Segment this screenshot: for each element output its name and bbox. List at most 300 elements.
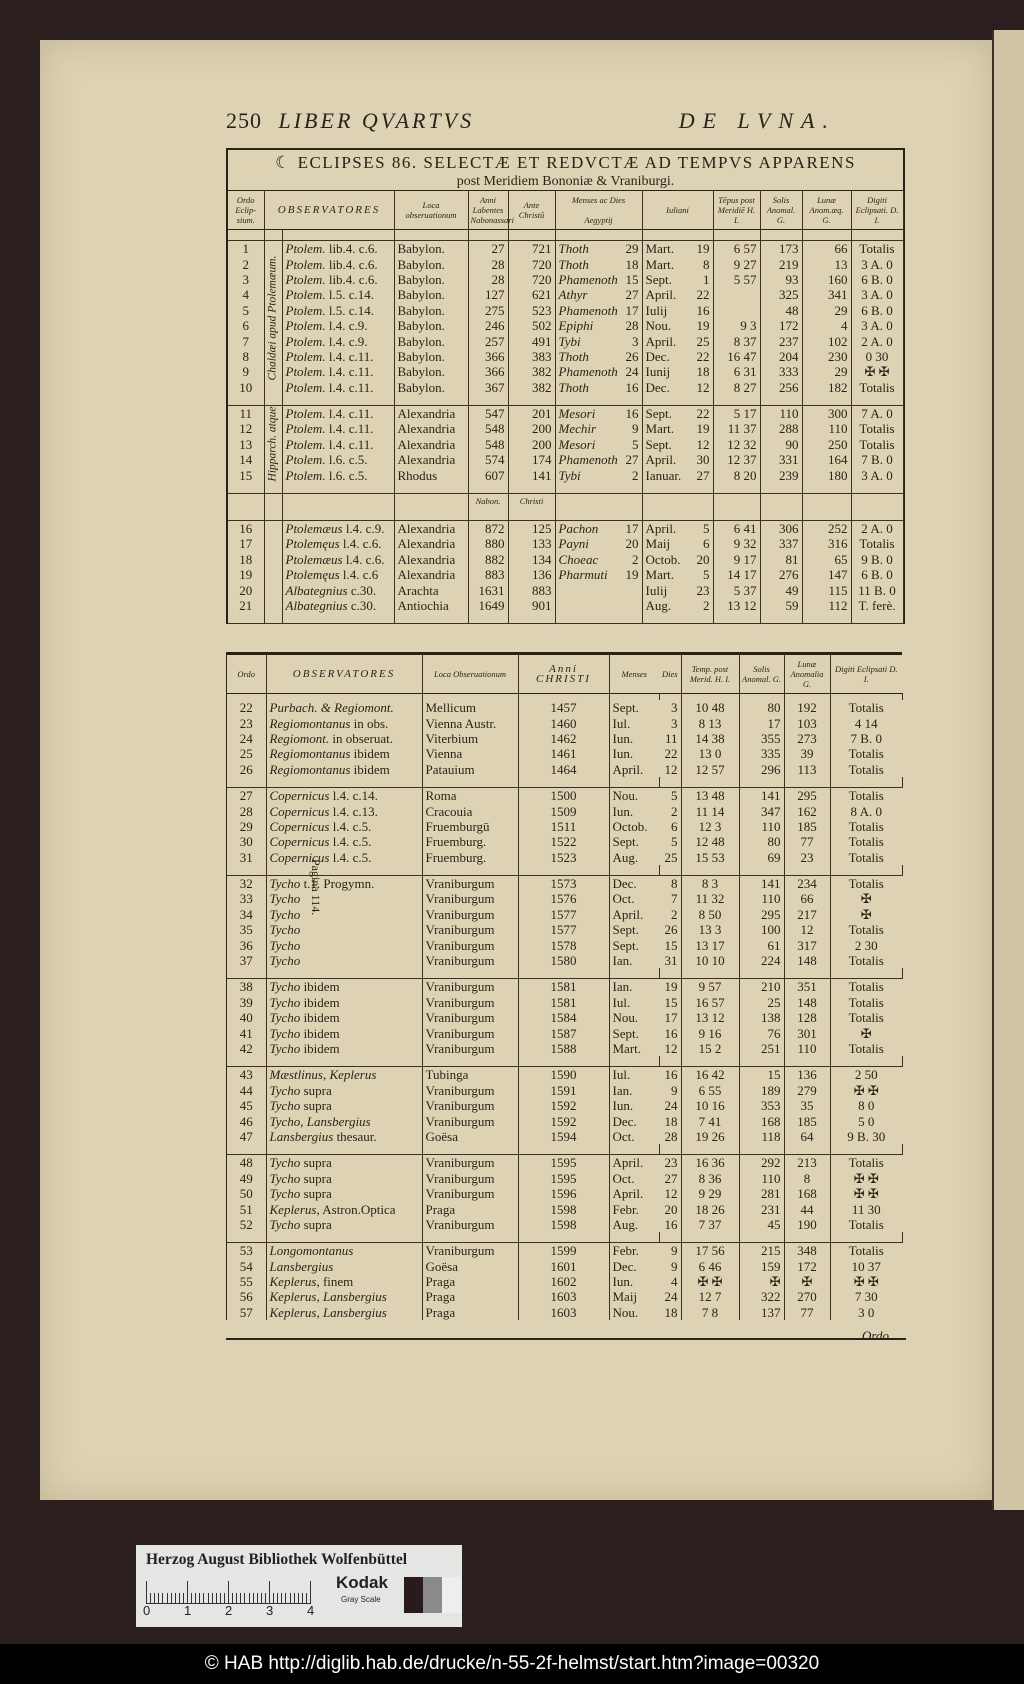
observer-reference: l.4. c.9. — [345, 521, 385, 537]
julian-date-cell — [642, 405, 713, 421]
time-cell: 6 57 — [713, 241, 760, 257]
day-cell: 15 — [659, 995, 681, 1010]
observer-cell — [266, 1186, 422, 1201]
separator-cell — [802, 395, 851, 406]
loca-cell: Babylon. — [394, 318, 468, 333]
observer-name: Tycho — [269, 1155, 301, 1171]
egyptian-date-cell — [555, 318, 642, 333]
observer-reference: supra — [303, 1216, 332, 1232]
egyptian-month: Pachon — [558, 521, 599, 537]
julian-day: 23 — [696, 582, 710, 598]
day-cell: 18 — [659, 1113, 681, 1128]
running-head-left: LIBER QVARTVS — [278, 108, 475, 133]
month-cell: Iul. — [612, 994, 631, 1010]
sun-anomaly-cell: 295 — [739, 907, 784, 922]
day-cell: 3 — [659, 715, 681, 730]
digits-cell: ✠ ✠ — [853, 1082, 879, 1098]
month-cell: Octob. — [612, 818, 648, 834]
moon-anomaly-cell: 13 — [802, 256, 851, 271]
observer-name: Ptolem. — [285, 318, 326, 334]
group-separator — [227, 1056, 902, 1067]
ordo-cell: 19 — [228, 567, 264, 582]
col-menses-label: Menses ac Dies — [571, 195, 626, 205]
moon-anomaly-cell: 66 — [784, 891, 830, 906]
egyptian-date-cell — [555, 405, 642, 421]
julian-day: 16 — [696, 302, 710, 318]
month-cell: Sept. — [612, 1025, 639, 1041]
ruler-tick — [154, 1593, 155, 1603]
ordo-cell: 18 — [228, 552, 264, 567]
egyptian-day: 27 — [625, 287, 639, 303]
julian-month: Octob. — [645, 551, 681, 567]
separator-cell — [713, 613, 760, 624]
egyptian-month: Thoth — [558, 256, 589, 272]
observer-cell — [282, 349, 394, 364]
observer-name: Tycho — [269, 979, 301, 995]
julian-month: Iulij — [645, 302, 668, 318]
year-cell: 1592 — [518, 1113, 609, 1128]
observer-reference: l.4. c.11. — [328, 379, 374, 395]
month-cell: April. — [612, 761, 644, 777]
day-cell: 8 — [659, 875, 681, 891]
loca-cell: Babylon. — [394, 241, 468, 257]
sun-anomaly-cell: 276 — [760, 567, 802, 582]
observer-cell — [266, 834, 422, 849]
separator-cell — [681, 1232, 739, 1243]
christ-year-cell: 134 — [508, 552, 555, 567]
observer-name: Ptolem. — [285, 364, 326, 380]
moon-anomaly-cell: 148 — [784, 953, 830, 968]
sun-anomaly-cell: 168 — [739, 1113, 784, 1128]
group-separator — [227, 1144, 902, 1155]
year-cell: 1509 — [518, 803, 609, 818]
table-row — [227, 1010, 902, 1025]
observer-cell — [266, 1025, 422, 1040]
sun-anomaly-cell: 251 — [739, 1041, 784, 1056]
egyptian-day: 28 — [625, 318, 639, 334]
time-cell: 11 14 — [681, 803, 739, 818]
observer-cell — [282, 303, 394, 318]
loca-cell: Vraniburgum — [422, 875, 518, 891]
separator-cell — [422, 968, 518, 979]
year-cell: 1603 — [518, 1289, 609, 1304]
digits-cell: 2 50 — [854, 1067, 878, 1083]
day-cell: 16 — [659, 1067, 681, 1083]
moon-anomaly-cell: 66 — [802, 241, 851, 257]
digits-cell: 7 B. 0 — [851, 452, 903, 467]
separator-cell — [713, 230, 760, 241]
separator-cell — [508, 483, 555, 494]
observer-cell — [266, 1083, 422, 1098]
observer-name: Ptolem. — [285, 436, 326, 452]
egyptian-day: 17 — [625, 521, 639, 537]
time-cell: 10 48 — [681, 700, 739, 715]
table-row — [227, 922, 902, 937]
egyptian-day: 26 — [625, 348, 639, 364]
day-cell: 16 — [659, 1025, 681, 1040]
moon-anomaly-cell: 77 — [784, 1305, 830, 1320]
observer-cell — [266, 715, 422, 730]
egyptian-date-cell — [555, 287, 642, 302]
moon-anomaly-cell: 103 — [784, 715, 830, 730]
observer-cell — [282, 582, 394, 597]
separator-cell — [760, 483, 802, 494]
facing-page-edge — [992, 30, 1024, 1510]
col-ordo: Ordo Eclip-sium. — [228, 191, 264, 230]
sun-anomaly-cell: 141 — [739, 875, 784, 891]
separator-cell — [760, 230, 802, 241]
egyptian-date-cell — [555, 380, 642, 395]
moon-anomaly-cell: 64 — [784, 1129, 830, 1144]
day-cell: 2 — [659, 803, 681, 818]
pagina-note: Pagina 114. — [309, 859, 323, 916]
table-row — [228, 421, 903, 436]
julian-month: April. — [645, 521, 677, 537]
year-cell: 1577 — [518, 922, 609, 937]
observer-cell — [282, 421, 394, 436]
separator-cell — [681, 1144, 739, 1155]
table-row — [227, 953, 902, 968]
moon-anomaly-cell: 172 — [784, 1259, 830, 1274]
separator-cell — [422, 1144, 518, 1155]
egyptian-month: Phamenoth — [558, 271, 618, 287]
observer-reference: thesaur. — [336, 1128, 377, 1144]
egyptian-date-cell — [555, 256, 642, 271]
observer-reference: ibidem — [303, 979, 340, 995]
group-separator — [228, 510, 903, 521]
separator-cell — [642, 230, 713, 241]
egyptian-date-cell — [555, 467, 642, 482]
day-cell: 31 — [659, 953, 681, 968]
loca-cell: Vienna — [422, 746, 518, 761]
moon-anomaly-cell: 164 — [802, 452, 851, 467]
subheader-cell — [713, 493, 760, 510]
observer-reference: l.4. c.11. — [328, 406, 374, 422]
egyptian-month: Thoth — [558, 379, 589, 395]
table-row — [228, 582, 903, 597]
observer-cell — [266, 995, 422, 1010]
digits-cell: 6 B. 0 — [851, 567, 903, 582]
digits-cell: Totalis — [848, 788, 884, 804]
sun-anomaly-cell: 215 — [739, 1243, 784, 1259]
observer-cell — [282, 256, 394, 271]
observer-name: Ptolem. — [285, 256, 326, 272]
egyptian-day: 29 — [625, 241, 639, 257]
observer-reference: supra — [303, 1098, 332, 1114]
separator-cell — [609, 1232, 659, 1243]
time-cell: 8 20 — [713, 467, 760, 482]
separator-cell — [784, 1056, 830, 1067]
sun-anomaly-cell: 17 — [739, 715, 784, 730]
moon-anomaly-cell: ✠ — [784, 1274, 830, 1289]
separator-cell — [609, 1056, 659, 1067]
title-line-2: post Meridiem Bononiæ & Vraniburgi. — [456, 174, 675, 189]
observer-cell — [282, 552, 394, 567]
separator-cell — [266, 865, 422, 876]
moon-anomaly-cell: 341 — [802, 287, 851, 302]
separator-cell — [228, 230, 264, 241]
month-cell: Ian. — [612, 979, 633, 995]
separator-cell — [802, 230, 851, 241]
ordo-cell: 2 — [228, 256, 264, 271]
moon-anomaly-cell: 182 — [802, 380, 851, 395]
time-cell: 13 48 — [681, 787, 739, 803]
observer-name: Tycho — [269, 1025, 301, 1041]
time-cell — [713, 303, 760, 318]
egyptian-day: 2 — [632, 467, 639, 483]
table-row — [228, 380, 903, 395]
observer-name: Ptolem. — [285, 467, 326, 483]
ordo-cell: 50 — [227, 1186, 266, 1201]
table-row — [227, 834, 902, 849]
christ-year-cell: 382 — [508, 364, 555, 379]
separator-cell — [713, 395, 760, 406]
moon-anomaly-cell: 148 — [784, 995, 830, 1010]
nabon-year-cell: 366 — [468, 349, 508, 364]
sun-anomaly-cell: 335 — [739, 746, 784, 761]
julian-month: Dec. — [645, 348, 670, 364]
observer-name: Ptolem. — [285, 421, 326, 437]
separator-cell — [802, 483, 851, 494]
ordo-cell: 52 — [227, 1217, 266, 1232]
observer-reference: supra — [303, 1170, 332, 1186]
time-cell: 13 12 — [681, 1010, 739, 1025]
table-row — [227, 1113, 902, 1128]
julian-date-cell — [642, 467, 713, 482]
table-row — [227, 979, 902, 995]
observer-name: Keplerus, Lansbergius — [269, 1289, 387, 1305]
egyptian-day: 9 — [632, 421, 639, 437]
nabon-year-cell: 366 — [468, 364, 508, 379]
ruler-tick — [236, 1593, 237, 1603]
observer-reference: l.4. c.6 — [342, 567, 379, 583]
sun-anomaly-cell: 141 — [739, 787, 784, 803]
ordo-cell: 22 — [227, 700, 266, 715]
christ-year-cell: 200 — [508, 437, 555, 452]
year-cell: 1591 — [518, 1083, 609, 1098]
sun-anomaly-cell: 347 — [739, 803, 784, 818]
loca-cell: Vraniburgum — [422, 1243, 518, 1259]
ruler-tick — [203, 1593, 204, 1603]
moon-anomaly-cell: 162 — [784, 803, 830, 818]
day-cell: 26 — [659, 922, 681, 937]
digits-cell: ✠ ✠ — [853, 1170, 879, 1186]
nabon-year-cell: 246 — [468, 318, 508, 333]
julian-month: Maij — [645, 536, 671, 552]
separator-cell — [518, 865, 609, 876]
ordo-cell: 47 — [227, 1129, 266, 1144]
observer-name: Longomontanus — [269, 1243, 354, 1259]
month-cell: Dec. — [612, 1113, 637, 1129]
day-cell: 11 — [659, 731, 681, 746]
group-label: Hipparch. atque — [266, 406, 279, 482]
observer-reference: supra — [303, 1186, 332, 1202]
observer-reference: l.4. c.6. — [342, 536, 382, 552]
moon-anomaly-cell: 8 — [784, 1171, 830, 1186]
time-cell: 5 17 — [713, 405, 760, 421]
loca-cell: Viterbium — [422, 731, 518, 746]
ordo-cell: 8 — [228, 349, 264, 364]
day-cell: 28 — [659, 1129, 681, 1144]
ordo-cell: 46 — [227, 1113, 266, 1128]
loca-cell: Alexandria — [394, 437, 468, 452]
ordo-cell: 55 — [227, 1274, 266, 1289]
observer-name: Tycho — [269, 1170, 301, 1186]
day-cell: 20 — [659, 1201, 681, 1216]
separator-cell — [659, 777, 681, 788]
separator-cell — [227, 865, 266, 876]
observer-cell — [266, 1243, 422, 1259]
year-cell: 1599 — [518, 1243, 609, 1259]
month-cell: Iul. — [612, 715, 631, 731]
julian-day: 19 — [696, 318, 710, 334]
digits-cell: 2 A. 0 — [851, 333, 903, 348]
sun-anomaly-cell: 239 — [760, 467, 802, 482]
month-cell: Ian. — [612, 953, 633, 969]
separator-cell — [830, 1056, 902, 1067]
digits-cell: 5 0 — [858, 1113, 875, 1129]
separator-cell — [468, 510, 508, 521]
nabon-year-cell: 607 — [468, 467, 508, 482]
separator-cell — [609, 1144, 659, 1155]
month-cell: Nou. — [612, 1304, 639, 1320]
sun-anomaly-cell: 25 — [739, 995, 784, 1010]
egyptian-month: Mesori — [558, 436, 596, 452]
month-cell: Sept. — [612, 937, 639, 953]
time-cell: 13 3 — [681, 922, 739, 937]
observer-name: Tycho — [269, 1098, 301, 1114]
digits-cell: Totalis — [848, 1010, 884, 1026]
separator-cell — [264, 613, 282, 624]
observer-reference: lib.4. c.6. — [328, 256, 378, 272]
moon-anomaly-cell: 35 — [784, 1098, 830, 1113]
separator-cell — [422, 865, 518, 876]
ordo-cell: 43 — [227, 1067, 266, 1083]
day-cell: 12 — [659, 1041, 681, 1056]
loca-cell: Goësa — [422, 1259, 518, 1274]
ruler-tick — [179, 1593, 180, 1603]
table-row — [228, 452, 903, 467]
separator-cell — [468, 395, 508, 406]
loca-cell: Arachta — [394, 582, 468, 597]
loca-cell: Vraniburgum — [422, 1186, 518, 1201]
ruler-tick — [298, 1593, 299, 1603]
loca-cell: Alexandria — [394, 421, 468, 436]
loca-cell: Rhodus — [394, 467, 468, 482]
egyptian-date-cell — [555, 303, 642, 318]
sun-anomaly-cell: ✠ — [739, 1274, 784, 1289]
digits-cell: Totalis — [851, 437, 903, 452]
egyptian-day: 15 — [625, 271, 639, 287]
observer-cell — [266, 1201, 422, 1216]
group-label-cell — [264, 241, 282, 395]
subheader-cell — [282, 493, 394, 510]
separator-cell — [739, 968, 784, 979]
observer-name: Keplerus, Lansbergius — [269, 1304, 387, 1320]
christ-year-cell: 383 — [508, 349, 555, 364]
subheader-cell — [802, 493, 851, 510]
separator-cell — [760, 510, 802, 521]
egyptian-month: Tybi — [558, 333, 581, 349]
observer-cell — [282, 287, 394, 302]
kodak-logo: Kodak — [336, 1573, 388, 1592]
observer-cell — [266, 1171, 422, 1186]
observer-cell — [266, 1289, 422, 1304]
separator-cell — [681, 1056, 739, 1067]
moon-anomaly-cell: 168 — [784, 1186, 830, 1201]
observer-cell — [266, 1217, 422, 1232]
time-cell: 8 50 — [681, 907, 739, 922]
digits-cell: 9 B. 0 — [851, 552, 903, 567]
loca-cell: Vraniburgum — [422, 922, 518, 937]
nabon-year-cell: 548 — [468, 421, 508, 436]
observer-cell — [266, 1010, 422, 1025]
digits-cell: 7 A. 0 — [851, 405, 903, 421]
separator-cell — [659, 1232, 681, 1243]
ordo-cell: 3 — [228, 272, 264, 287]
col-anni: Anni CHRISTI — [518, 655, 609, 694]
julian-month: Sept. — [645, 271, 672, 287]
day-cell: 23 — [659, 1155, 681, 1171]
table-row — [228, 598, 903, 613]
scale-label: 0 — [143, 1603, 151, 1618]
egyptian-day: 24 — [625, 364, 639, 380]
digits-cell: Totalis — [848, 700, 884, 716]
time-cell: 9 27 — [713, 256, 760, 271]
ordo-cell: 23 — [227, 715, 266, 730]
table-row — [228, 287, 903, 302]
ordo-cell: 14 — [228, 452, 264, 467]
ruler-tick — [265, 1593, 266, 1603]
observer-cell — [266, 1098, 422, 1113]
time-cell: 8 27 — [713, 380, 760, 395]
julian-month: Sept. — [645, 406, 672, 422]
time-cell: 6 41 — [713, 520, 760, 536]
time-cell: 8 36 — [681, 1171, 739, 1186]
time-cell: 7 41 — [681, 1113, 739, 1128]
table-row — [227, 875, 902, 891]
moon-anomaly-cell: 192 — [784, 700, 830, 715]
time-cell: 17 56 — [681, 1243, 739, 1259]
group-separator — [228, 395, 903, 406]
swatch-gray — [423, 1577, 442, 1613]
time-cell: 19 26 — [681, 1129, 739, 1144]
digits-cell: 9 B. 30 — [847, 1128, 886, 1144]
digits-cell: Totalis — [851, 536, 903, 551]
table-row — [227, 803, 902, 818]
loca-cell: Tubinga — [422, 1067, 518, 1083]
ordo-cell: 41 — [227, 1025, 266, 1040]
observer-cell — [282, 405, 394, 421]
subheader-cell — [394, 493, 468, 510]
group-separator — [228, 230, 903, 241]
digits-cell: 2 A. 0 — [851, 520, 903, 536]
moon-anomaly-cell: 317 — [784, 937, 830, 952]
time-cell: 5 37 — [713, 582, 760, 597]
ordo-cell: 6 — [228, 318, 264, 333]
observer-reference: ibidem — [303, 1025, 340, 1041]
christ-year-cell: 883 — [508, 582, 555, 597]
julian-date-cell — [642, 349, 713, 364]
ruler-tick — [273, 1593, 274, 1603]
separator-cell — [642, 483, 713, 494]
separator-cell — [518, 1232, 609, 1243]
ruler-tick — [150, 1593, 151, 1603]
col-anni-label: Anni Labentes — [472, 195, 504, 215]
month-cell: Dec. — [612, 1258, 637, 1274]
separator-cell — [739, 1144, 784, 1155]
julian-day: 8 — [703, 256, 710, 272]
